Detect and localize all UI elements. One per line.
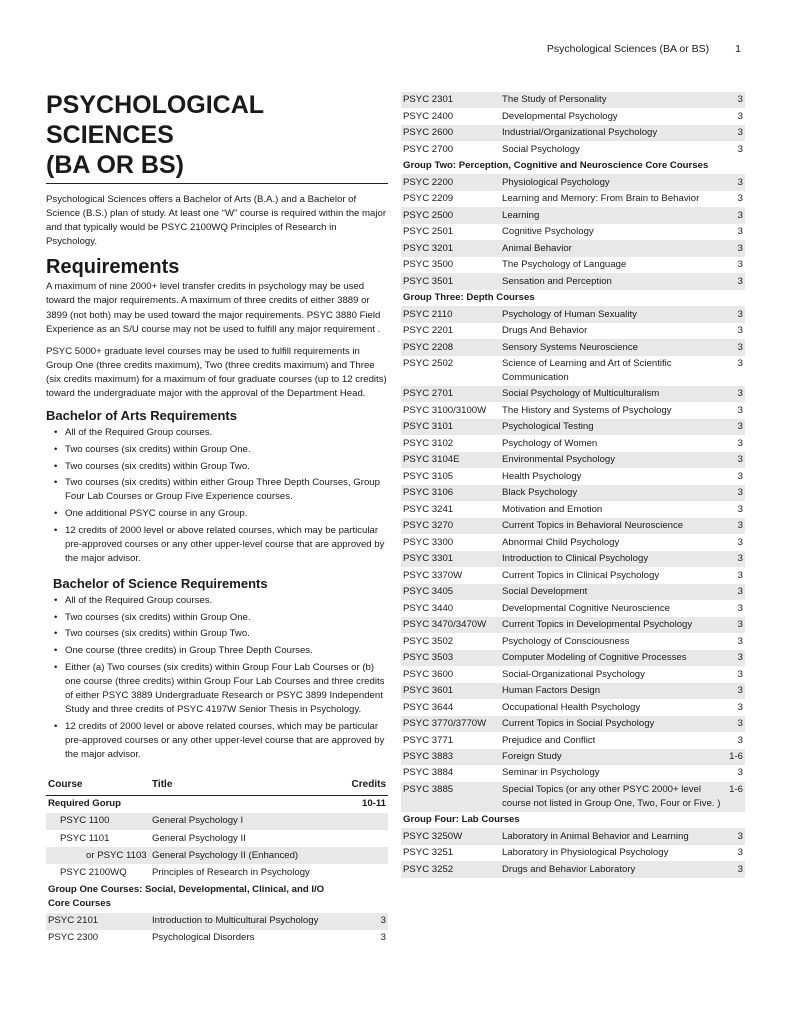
course-row <box>401 600 745 616</box>
requirement-item <box>54 661 388 717</box>
course-credits <box>348 864 388 881</box>
bullet-icon: • <box>54 524 58 536</box>
group-title: Group Two: Perception, Cognitive and Neuroscience Core Courses <box>403 160 709 172</box>
course-code: PSYC 3600 <box>403 668 454 680</box>
requirements-heading: Requirements <box>46 256 180 279</box>
group-credits <box>723 812 745 828</box>
course-credits: 3 <box>723 125 745 141</box>
course-credits: 3 <box>723 584 745 600</box>
course-title: Foreign Study <box>500 749 723 765</box>
course-title: Introduction to Clinical Psychology <box>500 551 723 567</box>
course-title: Principles of Research in Psychology <box>152 866 310 878</box>
course-title: Introduction to Multicultural Psychology <box>150 913 348 930</box>
course-row <box>401 666 745 682</box>
course-title: Psychology of Women <box>502 437 598 449</box>
bullet-icon: • <box>54 611 58 623</box>
bullet-icon: • <box>54 460 58 472</box>
course-code: PSYC 3252 <box>401 861 500 877</box>
course-credits: 3 <box>737 668 743 680</box>
course-row <box>401 224 745 240</box>
bullet-icon: • <box>54 477 58 489</box>
requirement-text: Either (a) Two courses (six credits) within Group Four Lab Courses or (b) one course (three credits) within Group Four Lab Courses and three credits of either PSYC 3889 Undergraduate Research or PSYC 3899 Independent Study and three credits of PSYC 4197W Senior Thesis in Psychology. <box>65 661 385 715</box>
course-title: Laboratory in Animal Behavior and Learning <box>500 828 723 844</box>
course-credits: 3 <box>380 932 386 944</box>
course-code: PSYC 1101 <box>60 832 110 844</box>
bullet-icon: • <box>54 720 58 732</box>
course-credits: 3 <box>737 734 743 746</box>
course-row <box>401 257 745 273</box>
course-row <box>401 435 745 451</box>
course-title: Psychological Disorders <box>152 932 255 944</box>
course-group-row <box>46 795 388 813</box>
course-row <box>401 716 745 732</box>
requirement-text: 12 credits of 2000 level or above related courses, which may be particular pre-approved courses or any other upper-level course that are approved by the major advisor. <box>65 524 385 564</box>
course-row <box>401 518 745 534</box>
course-row <box>401 108 745 124</box>
course-row <box>46 847 388 864</box>
title-line-1: PSYCHOLOGICAL SCIENCES <box>46 91 264 149</box>
course-row <box>401 402 745 418</box>
course-credits: 3 <box>723 452 745 468</box>
course-credits <box>348 847 388 864</box>
course-code: PSYC 2208 <box>401 339 500 355</box>
course-title: Science of Learning and Art of Scientific Communication <box>502 358 672 383</box>
course-credits: 1-6 <box>723 749 745 765</box>
course-credits: 3 <box>723 485 745 501</box>
course-row <box>46 813 388 830</box>
course-title: Developmental Psychology <box>502 110 618 122</box>
title-divider <box>46 183 388 184</box>
course-row <box>401 699 745 715</box>
course-code: PSYC 3241 <box>403 503 454 515</box>
requirement-text: All of the Required Group courses. <box>65 427 213 439</box>
course-row <box>46 830 388 847</box>
group-title: Group Three: Depth Courses <box>403 292 535 304</box>
course-title: Physiological Psychology <box>500 174 723 190</box>
course-code: PSYC 3102 <box>403 437 454 449</box>
course-group-row <box>46 881 388 912</box>
course-title: Drugs And Behavior <box>502 325 588 337</box>
course-title: Black Psychology <box>500 485 723 501</box>
page-number: 1 <box>735 43 741 55</box>
left-column <box>46 90 388 947</box>
course-code: PSYC 2301 <box>401 92 500 108</box>
requirement-text: One course (three credits) in Group Three Depth Courses. <box>65 645 313 656</box>
course-credits: 3 <box>723 518 745 534</box>
course-code: PSYC 3300 <box>403 536 454 548</box>
course-title: Learning <box>500 207 723 223</box>
group-credits: 10-11 <box>361 798 386 810</box>
requirement-item <box>54 443 388 457</box>
course-title: Social Development <box>500 584 723 600</box>
course-title: Seminar in Psychology <box>502 767 600 779</box>
course-credits: 3 <box>737 404 743 416</box>
course-code: PSYC 1100 <box>46 813 150 830</box>
course-credits: 3 <box>723 716 745 732</box>
requirement-text: Two courses (six credits) within Group Two. <box>65 460 250 472</box>
course-title: Sensory Systems Neuroscience <box>500 339 723 355</box>
course-code: PSYC 2500 <box>401 207 500 223</box>
course-credits: 3 <box>737 635 743 647</box>
course-title: General Psychology I <box>150 813 348 830</box>
course-title: Health Psychology <box>502 470 582 482</box>
course-code: PSYC 3251 <box>403 847 454 859</box>
course-code: PSYC 3405 <box>401 584 500 600</box>
course-code: PSYC 3201 <box>401 240 500 256</box>
course-row <box>401 828 745 844</box>
course-code: PSYC 2101 <box>46 913 150 930</box>
course-row <box>401 386 745 402</box>
course-code: PSYC 2400 <box>403 110 454 122</box>
requirements-paragraph-1: A maximum of nine 2000+ level transfer credits in psychology may be used toward the major requirements. A maximum of three credits of either 3889 or 3899 (not both) may be used toward the major requirements. PSYC 3880 Field Experience as an S/U course may not be used to fulfill any major requirement . <box>46 281 381 335</box>
course-credits: 3 <box>737 259 743 271</box>
requirement-text: All of the Required Group courses. <box>65 594 213 606</box>
ba-requirements-list <box>46 426 388 566</box>
course-code: PSYC 2200 <box>401 174 500 190</box>
course-code: PSYC 3501 <box>401 273 500 289</box>
course-row <box>401 567 745 583</box>
title-line-2: (BA OR BS) <box>46 151 184 179</box>
course-row <box>401 323 745 339</box>
course-code: PSYC 3440 <box>403 602 454 614</box>
course-row <box>401 339 745 355</box>
course-credits: 3 <box>737 437 743 449</box>
course-row <box>46 930 388 947</box>
bullet-icon: • <box>54 645 58 656</box>
course-credits: 3 <box>737 325 743 337</box>
requirement-item <box>54 507 388 521</box>
course-credits: 3 <box>723 650 745 666</box>
course-code: PSYC 2300 <box>48 932 99 944</box>
course-row <box>401 584 745 600</box>
course-row <box>401 782 745 812</box>
requirement-text: Two courses (six credits) within either Group Three Depth Courses, Group Four Lab Courses or Group Five Experience courses. <box>65 477 380 503</box>
course-credits: 3 <box>723 306 745 322</box>
course-table-header <box>46 776 388 795</box>
course-credits: 3 <box>737 503 743 515</box>
course-code: PSYC 3644 <box>403 701 454 713</box>
course-row <box>401 207 745 223</box>
course-title: Prejudice and Conflict <box>502 734 596 746</box>
course-code: PSYC 3100/3100W <box>403 404 487 416</box>
bullet-icon: • <box>54 427 58 439</box>
requirement-text: Two courses (six credits) within Group One. <box>65 611 251 623</box>
course-credits: 3 <box>737 470 743 482</box>
course-table-right <box>401 92 745 878</box>
course-code: PSYC 2502 <box>403 358 454 370</box>
course-code: PSYC 3270 <box>401 518 500 534</box>
bullet-icon: • <box>54 507 58 519</box>
requirement-text: 12 credits of 2000 level or above related courses, which may be particular pre-approved courses or any other upper-level course that are approved by the major advisor. <box>65 720 385 760</box>
header-course: Course <box>46 776 150 795</box>
course-row <box>401 468 745 484</box>
course-row <box>401 191 745 207</box>
course-title: Current Topics in Clinical Psychology <box>502 569 660 581</box>
course-code: PSYC 2501 <box>403 226 454 238</box>
course-credits: 3 <box>737 767 743 779</box>
course-title: Psychology of Human Sexuality <box>500 306 723 322</box>
course-credits: 3 <box>737 193 743 205</box>
course-title: Current Topics in Social Psychology <box>500 716 723 732</box>
course-row <box>401 683 745 699</box>
course-row <box>46 913 388 930</box>
course-code: PSYC 2600 <box>401 125 500 141</box>
course-credits: 3 <box>737 602 743 614</box>
course-credits: 3 <box>737 701 743 713</box>
course-code: PSYC 3883 <box>401 749 500 765</box>
course-title: The Study of Personality <box>500 92 723 108</box>
course-title: Psychological Testing <box>500 419 723 435</box>
course-group-row <box>401 158 745 174</box>
course-title: Special Topics (or any other PSYC 2000+ level course not listed in Group One, Two, Four or Five. ) <box>500 782 723 812</box>
requirement-item <box>54 594 388 608</box>
course-row <box>401 485 745 501</box>
course-title: Current Topics in Behavioral Neuroscience <box>500 518 723 534</box>
header-credits: Credits <box>348 776 388 795</box>
course-credits: 3 <box>723 419 745 435</box>
bs-heading: Bachelor of Science Requirements <box>53 575 268 591</box>
course-credits: 3 <box>723 861 745 877</box>
course-code: PSYC 3502 <box>403 635 454 647</box>
course-credits: 3 <box>348 913 388 930</box>
course-title: Social Psychology <box>502 143 580 155</box>
course-row <box>401 125 745 141</box>
course-title: Sensation and Perception <box>500 273 723 289</box>
requirement-item <box>54 644 388 658</box>
bullet-icon: • <box>54 661 58 673</box>
course-code: PSYC 3470/3470W <box>401 617 500 633</box>
course-title: The History and Systems of Psychology <box>502 404 672 416</box>
course-code: PSYC 2209 <box>403 193 454 205</box>
course-code: PSYC 3250W <box>401 828 500 844</box>
course-credits: 3 <box>723 683 745 699</box>
course-code: PSYC 3101 <box>401 419 500 435</box>
group-title: Group One Courses: Social, Developmental, Clinical, and I/O Core Courses <box>48 884 325 910</box>
ba-heading: Bachelor of Arts Requirements <box>46 408 237 424</box>
course-row <box>401 551 745 567</box>
course-title: Learning and Memory: From Brain to Behavior <box>502 193 700 205</box>
course-credits: 3 <box>723 273 745 289</box>
course-title: Laboratory in Physiological Psychology <box>502 847 669 859</box>
course-code: PSYC 2110 <box>401 306 500 322</box>
requirement-item <box>54 524 388 566</box>
course-row <box>401 633 745 649</box>
course-credits: 3 <box>723 339 745 355</box>
course-code: PSYC 3770/3770W <box>401 716 500 732</box>
course-credits: 3 <box>723 828 745 844</box>
intro-paragraph: Psychological Sciences offers a Bachelor of Arts (B.A.) and a Bachelor of Science (B.S.) plan of study. At least one “W” course is required within the major and that typically would be PSYC 2100WQ Principles of Research in Psychology. <box>46 194 387 248</box>
running-header <box>547 43 741 55</box>
course-title: Social Psychology of Multiculturalism <box>500 386 723 402</box>
course-credits: 3 <box>737 110 743 122</box>
course-title: The Psychology of Language <box>502 259 627 271</box>
requirement-item <box>54 476 388 504</box>
course-credits: 1-6 <box>723 782 745 812</box>
course-credits: 3 <box>737 847 743 859</box>
course-row <box>401 419 745 435</box>
course-code: PSYC 3106 <box>401 485 500 501</box>
requirement-text: One additional PSYC course in any Group. <box>65 507 248 519</box>
course-row <box>401 240 745 256</box>
course-code: PSYC 3503 <box>401 650 500 666</box>
course-title: Industrial/Organizational Psychology <box>500 125 723 141</box>
course-title: Social-Organizational Psychology <box>502 668 645 680</box>
course-code: PSYC 2201 <box>403 325 454 337</box>
course-title: Motivation and Emotion <box>502 503 603 515</box>
course-title: Animal Behavior <box>500 240 723 256</box>
course-row <box>401 273 745 289</box>
course-group-row <box>401 290 745 306</box>
course-row <box>401 306 745 322</box>
group-credits <box>723 290 745 306</box>
course-title: Drugs and Behavior Laboratory <box>500 861 723 877</box>
running-header-title: Psychological Sciences (BA or BS) <box>546 43 710 55</box>
course-credits <box>348 813 388 830</box>
course-title: General Psychology II (Enhanced) <box>150 847 348 864</box>
requirement-item <box>54 627 388 641</box>
course-table-left <box>46 776 388 947</box>
course-title: Developmental Cognitive Neuroscience <box>502 602 670 614</box>
course-credits: 3 <box>737 569 743 581</box>
course-credits: 3 <box>737 536 743 548</box>
course-group-row <box>401 812 745 828</box>
course-row <box>401 534 745 550</box>
course-row <box>401 174 745 190</box>
requirement-item <box>54 460 388 474</box>
course-code: PSYC 3601 <box>401 683 500 699</box>
course-credits: 3 <box>737 358 743 370</box>
bullet-icon: • <box>54 443 58 455</box>
course-credits: 3 <box>723 386 745 402</box>
course-credits: 3 <box>723 207 745 223</box>
course-credits: 3 <box>723 551 745 567</box>
page-title <box>46 90 388 180</box>
course-title: Environmental Psychology <box>500 452 723 468</box>
course-code: PSYC 3301 <box>401 551 500 567</box>
course-row <box>401 650 745 666</box>
course-title: Computer Modeling of Cognitive Processes <box>500 650 723 666</box>
course-code: PSYC 2700 <box>403 143 454 155</box>
course-row <box>401 141 745 157</box>
course-row <box>401 845 745 861</box>
course-credits: 3 <box>723 174 745 190</box>
bullet-icon: • <box>54 628 58 640</box>
course-credits: 3 <box>723 240 745 256</box>
course-title: Human Factors Design <box>500 683 723 699</box>
course-row <box>401 356 745 386</box>
course-code: or PSYC 1103 <box>46 847 150 864</box>
requirement-item <box>54 611 388 625</box>
bullet-icon: • <box>54 594 58 606</box>
course-title: Cognitive Psychology <box>502 226 594 238</box>
course-title: Occupational Health Psychology <box>502 701 641 713</box>
course-code: PSYC 3500 <box>403 259 454 271</box>
requirement-text: Two courses (six credits) within Group One. <box>65 443 251 455</box>
course-title: Psychology of Consciousness <box>502 635 630 647</box>
group-title: Required Gorup <box>48 798 122 810</box>
course-row <box>401 452 745 468</box>
group-title: Group Four: Lab Courses <box>403 814 520 826</box>
course-row <box>401 617 745 633</box>
course-code: PSYC 3104E <box>401 452 500 468</box>
course-title: General Psychology II <box>152 832 246 844</box>
course-credits: 3 <box>737 143 743 155</box>
course-code: PSYC 3771 <box>403 734 454 746</box>
header-title: Title <box>150 776 348 795</box>
course-code: PSYC 3370W <box>403 569 463 581</box>
group-credits <box>723 158 745 174</box>
course-row <box>401 92 745 108</box>
course-code: PSYC 3884 <box>403 767 454 779</box>
course-row <box>401 749 745 765</box>
course-row <box>401 861 745 877</box>
course-row <box>401 501 745 517</box>
course-row <box>401 732 745 748</box>
bs-requirements-list <box>46 594 388 762</box>
course-credits <box>348 830 388 847</box>
course-row <box>46 864 388 881</box>
requirement-item <box>54 426 388 440</box>
course-title: Current Topics in Developmental Psychology <box>500 617 723 633</box>
course-row <box>401 765 745 781</box>
course-credits: 3 <box>723 92 745 108</box>
course-code: PSYC 3885 <box>401 782 500 812</box>
course-code: PSYC 2701 <box>401 386 500 402</box>
course-credits: 3 <box>737 226 743 238</box>
course-code: PSYC 3105 <box>403 470 454 482</box>
course-title: Abnormal Child Psychology <box>502 536 620 548</box>
right-column <box>401 92 745 878</box>
course-code: PSYC 2100WQ <box>60 866 127 878</box>
course-credits: 3 <box>723 617 745 633</box>
requirement-item <box>54 720 388 762</box>
requirements-paragraph-2: PSYC 5000+ graduate level courses may be used to fulfill requirements in Group One (three credits maximum), Two (three credits maximum) and Three (six credits maximum) for a maximum of four graduate courses (up to 12 credits) toward the undergraduate major with the approval of the Department Head. <box>46 345 387 400</box>
requirement-text: Two courses (six credits) within Group Two. <box>65 628 250 640</box>
group-credits <box>348 881 388 912</box>
